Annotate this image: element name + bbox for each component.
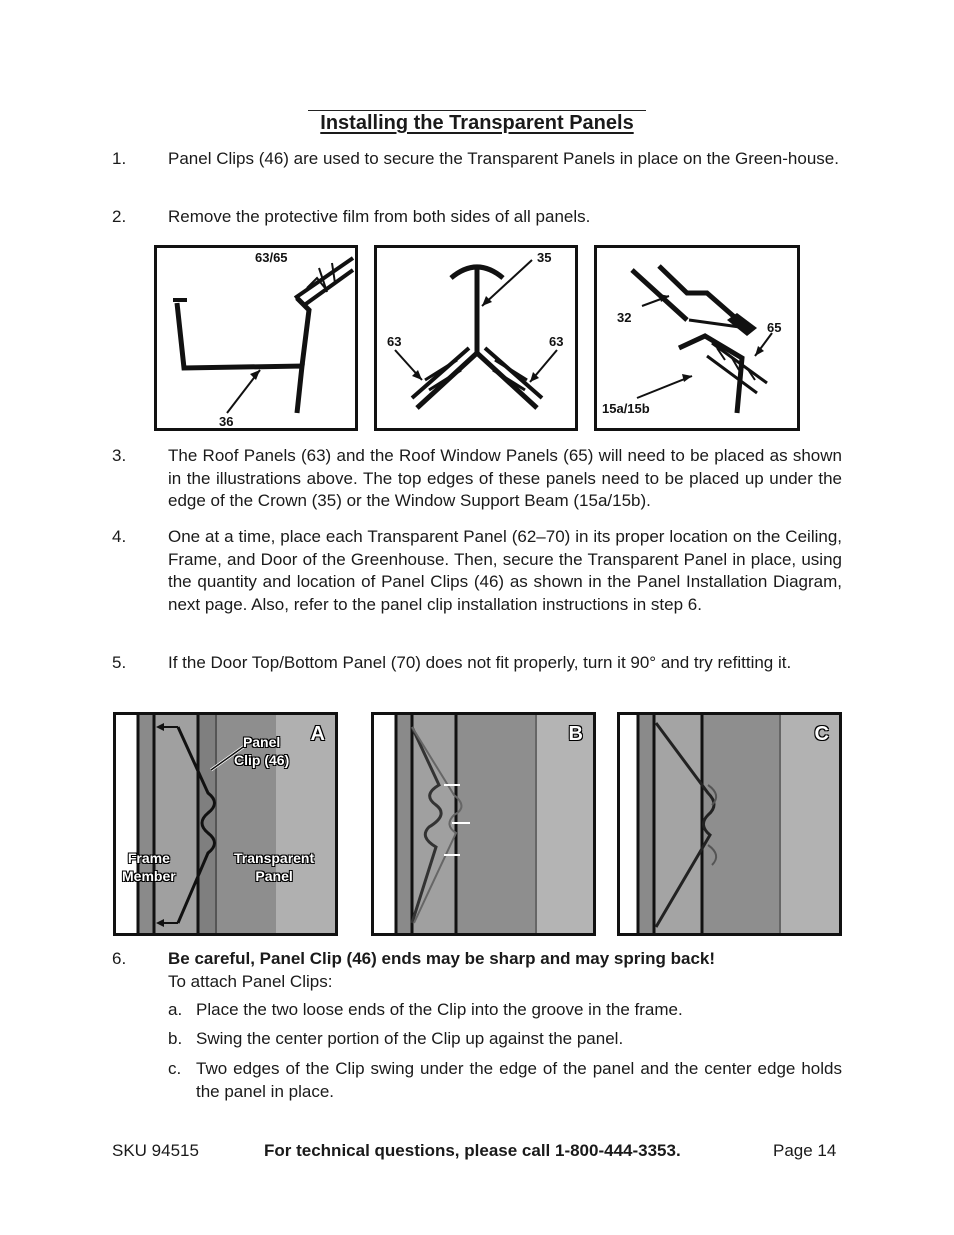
corner-label-b: B xyxy=(568,723,583,745)
substep-letter: a. xyxy=(168,1000,183,1019)
label-35: 35 xyxy=(537,250,552,265)
corner-label-a: A xyxy=(310,723,325,745)
substep-text: Swing the center portion of the Clip up against the panel. xyxy=(196,1029,624,1048)
substep-text: Two edges of the Clip swing under the edge of the panel and the center edge holds the panel in place. xyxy=(196,1059,842,1101)
step-text: Remove the protective film from both sides of all panels. xyxy=(168,207,591,226)
step-6 xyxy=(112,948,842,993)
step-text: To attach Panel Clips: xyxy=(168,971,333,991)
step-number: 5. xyxy=(112,653,127,672)
photo-figure-a xyxy=(113,712,338,936)
label-63-65: 63/65 xyxy=(255,250,288,265)
figure-crown xyxy=(374,245,578,431)
step-text: The Roof Panels (63) and the Roof Window Panels (65) will need to be placed as shown in the illustrations above. The top edges of these panels need to be placed up under the edge of the Crown (35) or the Window Support Beam (15a/15b). xyxy=(168,446,842,510)
substep-text: Place the two loose ends of the Clip into the groove in the frame. xyxy=(196,1000,683,1019)
step-number: 3. xyxy=(112,446,127,465)
footer-sku: SKU 94515 xyxy=(112,1141,199,1160)
step-number: 2. xyxy=(112,207,127,226)
step-text: If the Door Top/Bottom Panel (70) does not fit properly, turn it 90° and try refitting it. xyxy=(168,653,792,672)
step-3 xyxy=(112,445,842,513)
photo-figure-b xyxy=(371,712,596,936)
step-4 xyxy=(112,526,842,616)
step-text: Panel Clips (46) are used to secure the Transparent Panels in place on the Green-house. xyxy=(168,149,839,168)
step-number: 1. xyxy=(112,149,127,168)
substep-a xyxy=(168,999,842,1022)
footer-page-number: Page 14 xyxy=(773,1141,837,1160)
substep-letter: c. xyxy=(168,1059,182,1078)
step-1 xyxy=(112,148,842,171)
step-2 xyxy=(112,206,842,229)
label-15a-15b: 15a/15b xyxy=(602,401,650,416)
label-32: 32 xyxy=(617,310,632,325)
photo-figure-c xyxy=(617,712,842,936)
step-5 xyxy=(112,652,842,675)
footer-support: For technical questions, please call 1-800-444-3353. xyxy=(264,1141,681,1160)
label-frame-member: Frame Member xyxy=(122,850,176,884)
step-number: 6. xyxy=(112,949,127,968)
figure-window-beam xyxy=(594,245,800,431)
label-63-left: 63 xyxy=(387,334,402,349)
page-title: Installing the Transparent Panels xyxy=(308,110,646,135)
step-number: 4. xyxy=(112,527,127,546)
warning-text: Be careful, Panel Clip (46) ends may be sharp and may spring back! xyxy=(168,949,716,968)
label-panel-clip: Panel Clip (46) xyxy=(234,734,290,768)
label-65: 65 xyxy=(767,320,782,335)
substep-b xyxy=(168,1028,842,1051)
substep-c xyxy=(168,1058,842,1103)
label-63-right: 63 xyxy=(549,334,564,349)
substep-letter: b. xyxy=(168,1029,183,1048)
step-text: One at a time, place each Transparent Panel (62–70) in its proper location on the Ceiling, Frame, and Door of the Greenhouse. Then, secure the Transparent Panel in place, using the quantity and location of Panel Clips (46) as shown in the Panel Installation Diagram, next page. Also, refer to the panel clip installation instructions in step 6. xyxy=(168,527,842,614)
corner-label-c: C xyxy=(814,723,829,745)
figure-roof-edge xyxy=(154,245,358,431)
label-36: 36 xyxy=(219,414,234,429)
label-transparent-panel: Transparent Panel xyxy=(234,850,315,884)
